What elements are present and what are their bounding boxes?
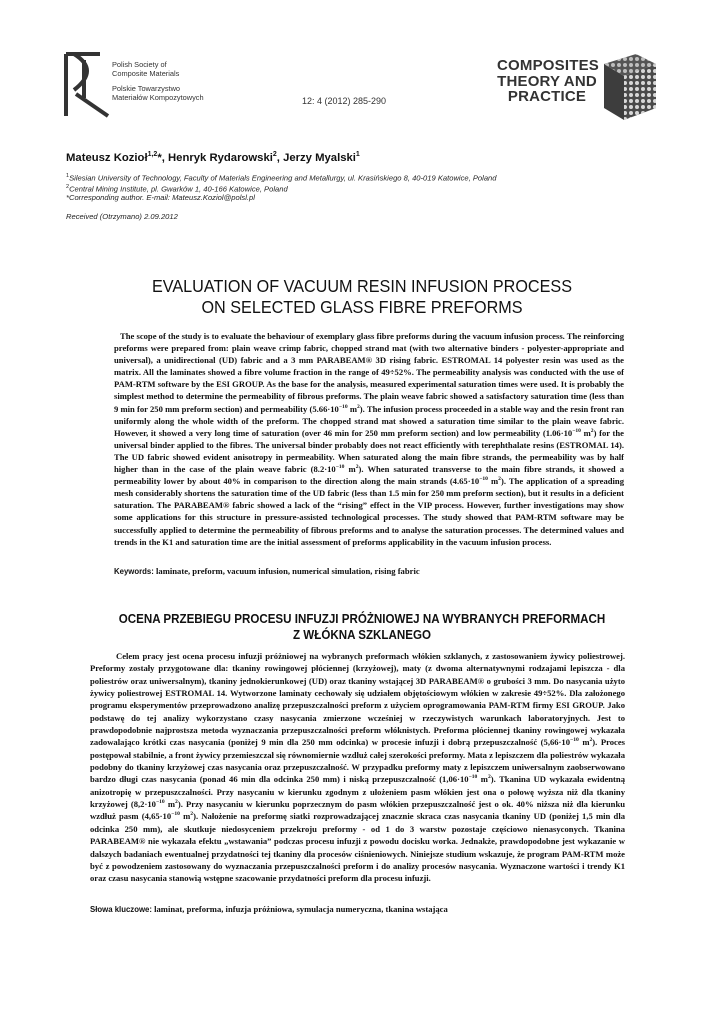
journal-header bbox=[0, 40, 724, 130]
exponent: 2 bbox=[175, 799, 178, 806]
abstract-pl-part: ). Proces postępował stabilnie, a front żywicy przemieszczał się równomiernie wzdłuż całej szerokości preformy. Mata z lepiszczem dla poliestrów wykazała podobny do tkaniny krzyżowej czas nasycania oraz przepuszczalność. W przypadku preformy maty z lepiszczem uniwersalnym zaobserwowano bardzo długi czas nasycania (ponad 46 min dla odcinka 250 mm) i niską przepuszczalność (1,06·10 bbox=[90, 737, 626, 785]
exponent: −10 bbox=[335, 464, 345, 471]
abstract-en-part: ). The application of a spreading mesh considerably shortens the saturation time of the UD fabric (less than 1.5 min for 250 mm preform section), but it results in a deficient saturation. The PARABEAM® fabric showed a lack of the “rising” effect in the VIP process. However, further investigations may show some applications for this structure in pressure-assisted technological processes. The study showed that PAM-RTM software may be successfully applied to determine the permeability of fibrous preforms and to analyse the saturation processes. The determined values and trends in the K1 and saturation time are the initial assessment of preforms applicability in the vacuum infusion process. bbox=[114, 476, 624, 547]
affiliation-2-number: 2 bbox=[66, 184, 70, 190]
affiliation-2-text: Central Mining Institute, pl. Gwarków 1, 40-166 Katowice, Poland bbox=[69, 184, 288, 194]
keywords-pl bbox=[90, 904, 625, 914]
keywords-pl-label: Słowa kluczowe: bbox=[90, 905, 152, 914]
abstract-pl-part: ). Tkanina UD wykazała ewidentną anizotropię w przepuszczalności. Przy nasycaniu w kierunku zgodnym z ułożeniem pasm włókien jest ona o połowę wyższa niż dla tkaniny krzyżowej (8,2·10 bbox=[90, 774, 625, 810]
abstract-en-part: ). The infusion process proceeded in a stable way and the resin front ran uniformly along the whole width of the preform. The chopped strand mat showed a saturation time similar to the plain weave fabric. However, it showed a very long time of saturation (over 46 min for 250 mm preform section) and low permeability (1.06·10 bbox=[114, 403, 624, 438]
abstract-en-part: m bbox=[344, 464, 356, 475]
abstract-pl-part: m bbox=[578, 737, 590, 748]
received-date: Received (Otrzymano) 2.09.2012 bbox=[66, 212, 178, 221]
society-name-pl-2: Materiałów Kompozytowych bbox=[112, 93, 204, 102]
author-2-affil: 2 bbox=[272, 151, 277, 158]
journal-title bbox=[497, 57, 600, 105]
society-name-en-1: Polish Society of bbox=[112, 60, 167, 69]
author-list bbox=[66, 151, 360, 164]
abstract-en bbox=[114, 330, 624, 548]
article-title-pl-line-2: Z WŁÓKNA SZKLANEGO bbox=[293, 628, 431, 642]
corresponding-author: *Corresponding author. E-mail: Mateusz.Koziol@polsl.pl bbox=[66, 193, 255, 202]
abstract-en-part: m bbox=[580, 427, 591, 438]
exponent: 2 bbox=[589, 737, 593, 744]
abstract-pl-part: ). Nałożenie na preformę siatki rozprowadzającej znacznie skraca czas nasycania tkaniny UD (poniżej 1,5 min dla odcinka 250 mm), ale skutkuje niedosyceniem przekroju preformy - od 1 do 3 warstw pozostaje częściowo nienasyconych. Tkanina PARABEAM® nie wykazała efektu „wstawania” podczas procesu infuzji z powodu docisku worka. Jednakże, prawdopodobne jest wykazanie w dalszych badaniach ewentualnej przydatności tej tkaniny dla procesów ciśnieniowych. Niniejsze studium wskazuje, że program PAM-RTM może być z powodzeniem zastosowany do wyznaczania przepuszczalności preform i do analizy procesów nasycania. Wyznaczone wartości i trendy K1 oraz czasu nasycania stanowią wstępne szacowanie przydatności preform dla procesu infuzji. bbox=[90, 811, 625, 884]
exponent: −10 bbox=[171, 811, 180, 818]
article-title-en-line-2: ON SELECTED GLASS FIBRE PREFORMS bbox=[201, 296, 523, 317]
abstract-en-part: The scope of the study is to evaluate the behaviour of exemplary glass fibre preforms during the vacuum infusion process. The reinforcing preforms were prepared from: plain weave crimp fabric, chopped strand mat (with two alternative binders - polyester-appropriate and universal), a unidirectional (UD) fabric and a 3 mm PARABEAM® 3D rising fabric. ESTROMAL 14 polyester resin was used as the matrix. All the laminates showed a fibre volume fraction in the range of 49÷52%. The permeability analysis was conducted with the use of PAM-RTM software by the ESI GROUP. As the base for the analysis, measured experimental saturation times were used. It is probably the simplest method to determine the permeability of fibrous preforms. The plain weave fabric showed a satisfactory saturation time (less than 9 min for 250 mm preform section) and permeability (5.66·10 bbox=[114, 331, 625, 414]
society-logo-icon bbox=[60, 50, 120, 120]
abstract-en-part: ). When saturated transverse to the main fibre strands, it showed a permeability lower by about 40% in comparison to the direction along the main strands (4.65·10 bbox=[114, 464, 624, 487]
society-name bbox=[112, 60, 262, 102]
fibre-bundle-logo-icon bbox=[598, 50, 660, 122]
exponent: 2 bbox=[190, 811, 194, 818]
society-name-en-2: Composite Materials bbox=[112, 69, 180, 78]
exponent: 2 bbox=[590, 427, 594, 434]
author-3-affil: 1 bbox=[355, 151, 360, 158]
abstract-en-part: m bbox=[487, 476, 499, 487]
author-separator: , bbox=[276, 151, 284, 164]
author-1: Mateusz Kozioł bbox=[66, 151, 148, 164]
exponent: 2 bbox=[498, 476, 501, 483]
abstract-pl-part: m bbox=[164, 799, 176, 810]
journal-title-line-1: COMPOSITES bbox=[497, 57, 600, 74]
society-name-pl-1: Polskie Towarzystwo bbox=[112, 84, 181, 93]
keywords-pl-text: laminat, preforma, infuzja próżniowa, symulacja numeryczna, tkanina wstająca bbox=[151, 904, 448, 914]
keywords-en-text: laminate, preform, vacuum infusion, numerical simulation, rising fabric bbox=[153, 566, 420, 576]
article-title-pl-line-1: OCENA PRZEBIEGU PROCESU INFUZJI PRÓŻNIOWEJ NA WYBRANYCH PREFORMACH bbox=[118, 612, 606, 626]
exponent: −10 bbox=[572, 427, 581, 434]
exponent: −10 bbox=[570, 737, 579, 744]
affiliation-1-number: 1 bbox=[66, 173, 70, 179]
abstract-en-part: ) for the universal binder applied to the fibres. The universal binder probably does not react efficiently with terephthalate resins (ESTROMAL 14). The UD fabric showed evident anisotropy in permeability. When saturated along the main fibre strands, the permeability was by half higher than in the case of the plain weave fabric (8.2·10 bbox=[114, 427, 624, 475]
exponent: −10 bbox=[155, 799, 165, 806]
article-title-en bbox=[90, 276, 635, 317]
abstract-pl-part: m bbox=[179, 811, 191, 822]
exponent: −10 bbox=[338, 403, 348, 410]
exponent: 2 bbox=[355, 464, 359, 471]
abstract-pl-part: m bbox=[477, 774, 488, 785]
journal-title-line-2: THEORY AND bbox=[497, 72, 597, 90]
journal-title-line-3: PRACTICE bbox=[507, 88, 587, 105]
author-2: Henryk Rydarowski bbox=[168, 151, 273, 164]
keywords-en bbox=[114, 566, 624, 576]
abstract-pl bbox=[90, 650, 625, 885]
exponent: −10 bbox=[479, 476, 488, 483]
author-3: Jerzy Myalski bbox=[283, 151, 356, 164]
abstract-en-part: m bbox=[347, 403, 357, 414]
citation: 12: 4 (2012) 285-290 bbox=[302, 96, 387, 106]
abstract-pl-part: Celem pracy jest ocena procesu infuzji próżniowej na wybranych preformach włókien szklanych, z zastosowaniem żywicy poliestrowej. Preformy zostały przygotowane dla: tkaniny rowingowej płóciennej (krzyżowej), maty (z dwoma alternatywnymi rodzajami lepiszcza - dla poliestrów oraz uniwersalnym), tkaniny jednokierunkowej (UD) oraz tkaniny wstającej 3D PARABEAM® o grubości 3 mm. Do nasycania użyto żywicy poliestrowej ESTROMAL 14. Wytworzone laminaty cechowały się udziałem objętościowym włókien w zakresie 49÷52%. Dla założonego programu eksperymentów przeprowadzono analizę przepuszczalności preform z użyciem oprogramowania PAM-RTM firmy ESI GROUP. Jako podstawę do tej analizy wykorzystano czasy nasycania zmierzone wcześniej w rzeczywistych warunkach laboratoryjnych. Jest to prawdopodobnie najprostsza metoda wyznaczania przepuszczalności preform włóknistych. Preforma płóciennej tkaniny rowingowej wykazała zadowalająco krótki czas nasycania (poniżej 9 min dla 250 mm odcinka) w procesie infuzji i dobrą przepuszczalność (5,66·10 bbox=[90, 651, 625, 748]
abstract-pl-part: ). Przy nasycaniu w kierunku poprzecznym do pasm włókien przepuszczalność jest o ok. 40% niższa niż dla kierunku wzdłuż pasm (4,65·10 bbox=[90, 799, 626, 822]
author-star: *, bbox=[157, 151, 169, 164]
affiliation-1-text: Silesian University of Technology, Faculty of Materials Engineering and Metallurgy, ul. Krasińskiego 8, 40-019 Katowice, Poland bbox=[69, 173, 497, 183]
exponent: −10 bbox=[468, 774, 478, 781]
exponent: 2 bbox=[487, 774, 491, 781]
author-1-affil: 1,2 bbox=[147, 151, 158, 158]
article-title-pl bbox=[103, 611, 622, 643]
article-title-en-line-1: EVALUATION OF VACUUM RESIN INFUSION PROCESS bbox=[151, 276, 573, 296]
keywords-en-label: Keywords: bbox=[114, 567, 154, 576]
exponent: 2 bbox=[357, 403, 360, 410]
